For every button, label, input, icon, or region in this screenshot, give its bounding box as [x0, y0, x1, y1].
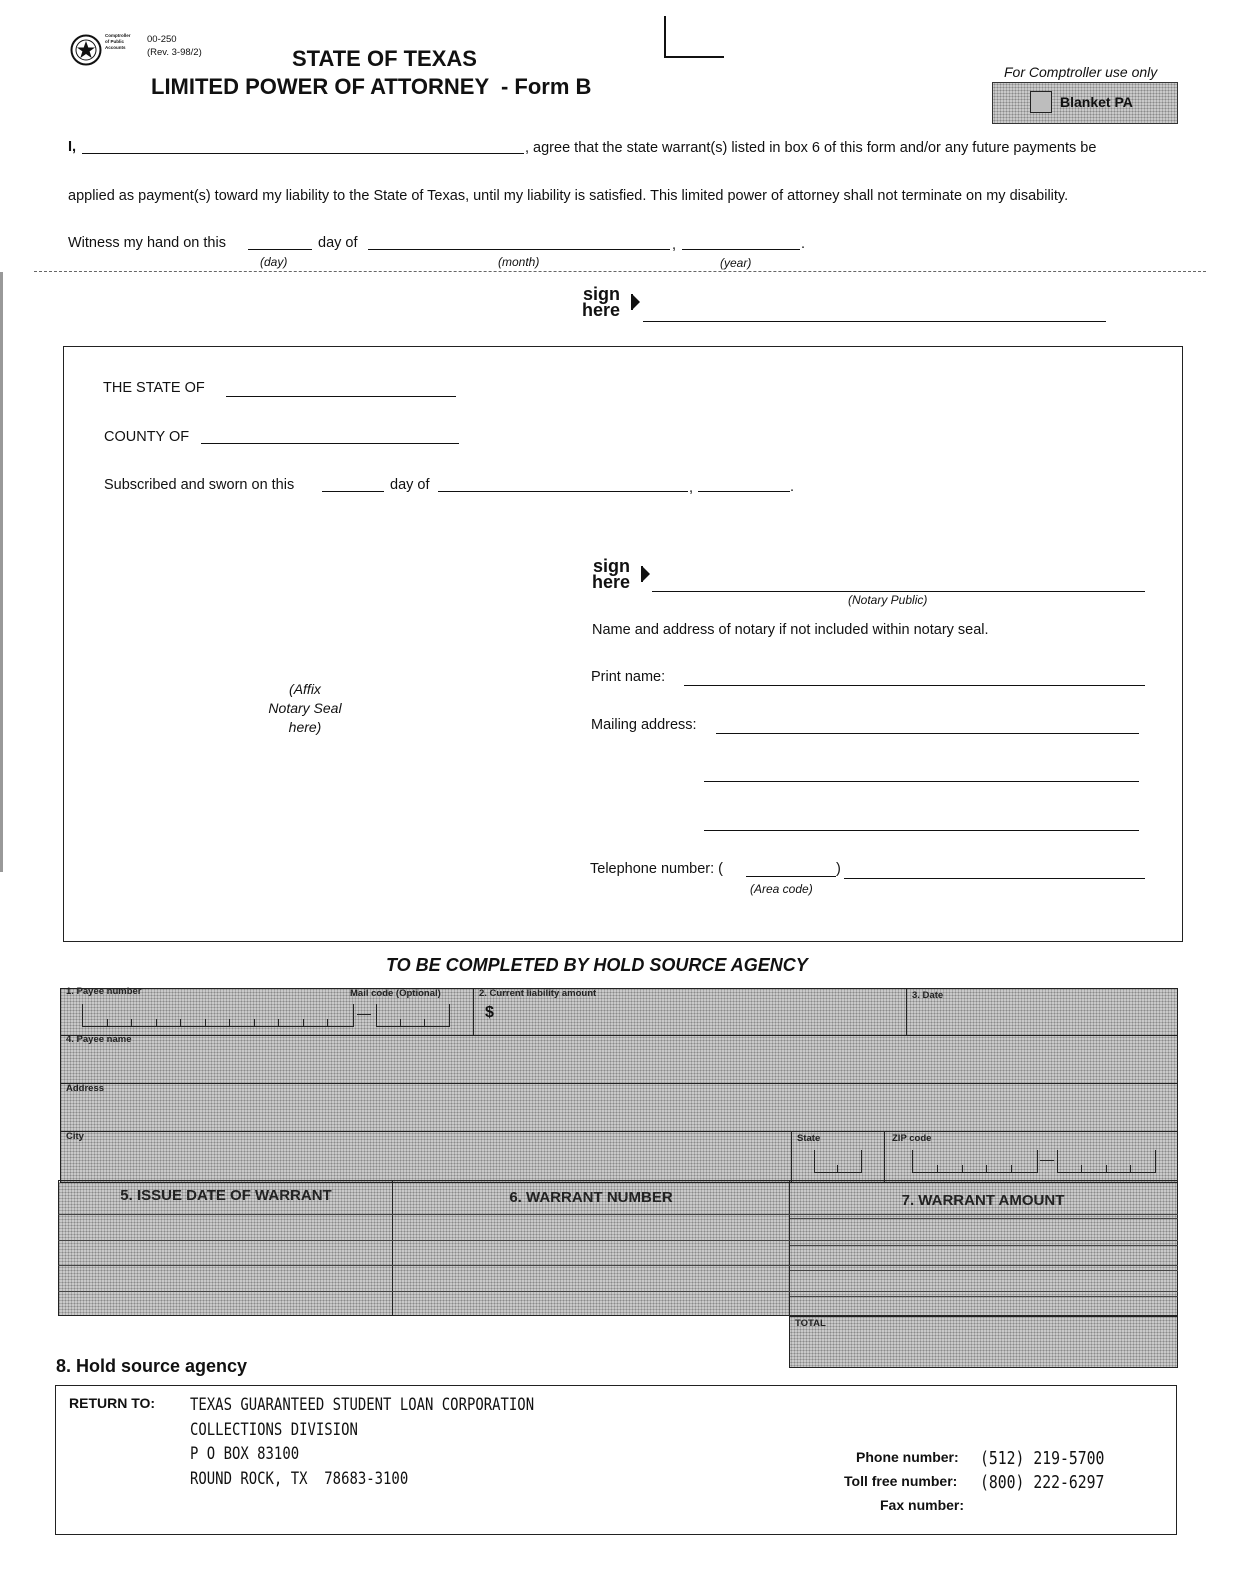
area-code-caption: (Area code) [750, 882, 813, 896]
comb-tick [1106, 1165, 1107, 1172]
warrant-row-line [58, 1291, 1178, 1292]
area-code-line[interactable] [746, 876, 836, 877]
current-liability-label: 2. Current liability amount [479, 988, 597, 999]
amount-row-line [790, 1270, 1178, 1271]
address-line-4: ROUND ROCK, TX 78683-3100 [190, 1468, 409, 1489]
telephone-label: Telephone number: ( [590, 861, 723, 877]
blanket-pa-checkbox[interactable] [1030, 91, 1052, 113]
address-label: Address [66, 1083, 105, 1094]
payee-name-label: 4. Payee name [66, 1034, 132, 1045]
comb-tick [962, 1165, 963, 1172]
seal-line-3: here) [288, 719, 322, 735]
seal-line-2: Notary Seal [268, 700, 342, 716]
mailing-address-line-3[interactable] [704, 830, 1139, 831]
payee-number-label: 1. Payee number [66, 986, 142, 997]
toll-free-value: (800) 222-6297 [980, 1472, 1105, 1493]
comb-tick [1081, 1165, 1082, 1172]
comb-tick [1011, 1165, 1012, 1172]
witness-day-of: day of [318, 235, 358, 251]
phone-number-label: Phone number: [856, 1449, 959, 1465]
edge-mark [0, 272, 3, 872]
witness-day-line[interactable] [248, 249, 312, 250]
year-caption: (year) [720, 256, 752, 270]
county-of-label: COUNTY OF [104, 429, 190, 445]
city-label: City [66, 1131, 84, 1142]
payee-name-cell[interactable] [60, 1035, 1178, 1084]
warrant-col-divider-1 [392, 1180, 393, 1316]
blanket-pa-label: Blanket PA [1060, 94, 1133, 110]
subscribed-day-line[interactable] [322, 491, 384, 492]
return-address [190, 1393, 534, 1491]
phone-number-value: (512) 219-5700 [980, 1448, 1105, 1469]
issue-date-header: 5. ISSUE DATE OF WARRANT [120, 1187, 332, 1204]
subscribed-year-line[interactable] [698, 491, 790, 492]
form-number: 00-250 [147, 34, 177, 45]
form-revision: (Rev. 3-98/2) [147, 47, 202, 58]
form-title: LIMITED POWER OF ATTORNEY - Form B [151, 74, 592, 99]
state-comb [814, 1150, 862, 1173]
warrant-row-line [58, 1265, 1178, 1266]
subscribed-day-of: day of [390, 477, 430, 493]
mail-code-dash [357, 1014, 371, 1015]
sign-arrow-icon [641, 564, 651, 589]
agreement-line2: applied as payment(s) toward my liability to the State of Texas, until my liability is satisfied. This limited power of attorney shall not terminate on my disability. [68, 188, 1069, 204]
comb-tick [1130, 1165, 1131, 1172]
here-text: here [592, 572, 631, 592]
comb-tick [278, 1019, 279, 1026]
date-cell[interactable] [906, 988, 1178, 1036]
seal-text: Comptroller of Public Accounts [105, 33, 131, 50]
city-cell[interactable] [60, 1131, 792, 1183]
amount-row-line [790, 1218, 1178, 1219]
witness-month-line[interactable] [368, 249, 670, 250]
comb-tick [156, 1019, 157, 1026]
title-state-of-texas: STATE OF TEXAS [292, 46, 477, 71]
comb-tick [205, 1019, 206, 1026]
sign-arrow-icon [631, 292, 641, 317]
witness-period: . [801, 236, 806, 252]
address-line-3: P O BOX 83100 [190, 1444, 300, 1464]
dashed-divider [34, 271, 1206, 272]
mail-code-comb [376, 1004, 450, 1027]
county-of-line[interactable] [201, 443, 459, 444]
warrant-number-header: 6. WARRANT NUMBER [509, 1189, 673, 1206]
witness-year-line[interactable] [682, 249, 800, 250]
zip-dash [1040, 1160, 1054, 1161]
sign-text: sign [593, 556, 631, 576]
day-caption: (day) [260, 255, 288, 269]
principal-name-line[interactable] [82, 153, 524, 154]
payee-number-comb [82, 1004, 354, 1027]
seal-line-1: (Affix [289, 681, 321, 697]
state-of-label: THE STATE OF [103, 380, 205, 396]
comb-tick [131, 1019, 132, 1026]
warrant-row-line [58, 1214, 1178, 1215]
comb-tick [229, 1019, 230, 1026]
witness-comma: , [672, 237, 677, 253]
state-of-line[interactable] [226, 396, 456, 397]
print-name-label: Print name: [591, 669, 666, 685]
notary-section [63, 346, 1183, 942]
mailing-address-label: Mailing address: [591, 717, 697, 733]
comb-tick [107, 1019, 108, 1026]
agency-heading: TO BE COMPLETED BY HOLD SOURCE AGENCY [386, 955, 808, 975]
warrant-amount-header: 7. WARRANT AMOUNT [901, 1192, 1065, 1209]
comptroller-use-label: For Comptroller use only [1004, 64, 1158, 80]
fax-number-label: Fax number: [880, 1497, 965, 1513]
hold-source-agency-label: 8. Hold source agency [56, 1356, 248, 1376]
amount-row-line [790, 1296, 1178, 1297]
state-label: State [797, 1133, 821, 1144]
comb-tick [937, 1165, 938, 1172]
subscribed-label: Subscribed and sworn on this [104, 477, 295, 493]
notary-seal-placeholder [240, 680, 370, 737]
comb-tick [424, 1019, 425, 1026]
corner-mark [664, 16, 724, 58]
total-cell[interactable] [789, 1316, 1178, 1368]
notary-public-caption: (Notary Public) [848, 593, 928, 607]
agreement-prefix: I, [68, 139, 77, 155]
print-name-line[interactable] [684, 685, 1145, 686]
month-caption: (month) [498, 255, 540, 269]
comb-tick [986, 1165, 987, 1172]
here-text: here [582, 300, 621, 320]
subscribed-period: . [790, 479, 795, 495]
mail-code-label: Mail code (Optional) [350, 988, 441, 999]
address-line-2: COLLECTIONS DIVISION [190, 1419, 358, 1440]
sign-here-notary [592, 558, 630, 590]
comb-tick [327, 1019, 328, 1026]
comb-tick [254, 1019, 255, 1026]
principal-signature-line[interactable] [643, 321, 1106, 322]
witness-prefix: Witness my hand on this [68, 235, 226, 251]
zip-comb-1 [912, 1150, 1038, 1173]
telephone-line[interactable] [844, 878, 1145, 879]
notary-signature-line[interactable] [652, 591, 1145, 592]
name-address-note: Name and address of notary if not included within notary seal. [592, 622, 989, 638]
address-cell[interactable] [60, 1083, 1178, 1132]
mailing-address-line-1[interactable] [716, 733, 1139, 734]
mailing-address-line-2[interactable] [704, 781, 1139, 782]
comb-tick [400, 1019, 401, 1026]
comb-tick [303, 1019, 304, 1026]
sign-here-principal [582, 286, 620, 318]
date-label: 3. Date [912, 990, 944, 1001]
amount-row-line [790, 1245, 1178, 1246]
subscribed-comma: , [689, 480, 694, 496]
return-to-label: RETURN TO: [69, 1395, 156, 1411]
comb-tick [180, 1019, 181, 1026]
sign-text: sign [583, 284, 621, 304]
zip-comb-2 [1057, 1150, 1156, 1173]
comb-tick [837, 1165, 838, 1172]
total-label: TOTAL [795, 1318, 826, 1329]
subscribed-month-line[interactable] [438, 491, 688, 492]
agreement-line1: , agree that the state warrant(s) listed in box 6 of this form and/or any future payments be [525, 140, 1097, 156]
address-line-1: TEXAS GUARANTEED STUDENT LOAN CORPORATION [190, 1395, 535, 1415]
comptroller-seal-icon [70, 34, 102, 66]
telephone-close: ) [836, 861, 841, 877]
dollar-sign: $ [485, 1004, 494, 1021]
toll-free-label: Toll free number: [844, 1473, 958, 1489]
warrant-row-line [58, 1240, 1178, 1241]
zip-label: ZIP code [892, 1133, 932, 1144]
